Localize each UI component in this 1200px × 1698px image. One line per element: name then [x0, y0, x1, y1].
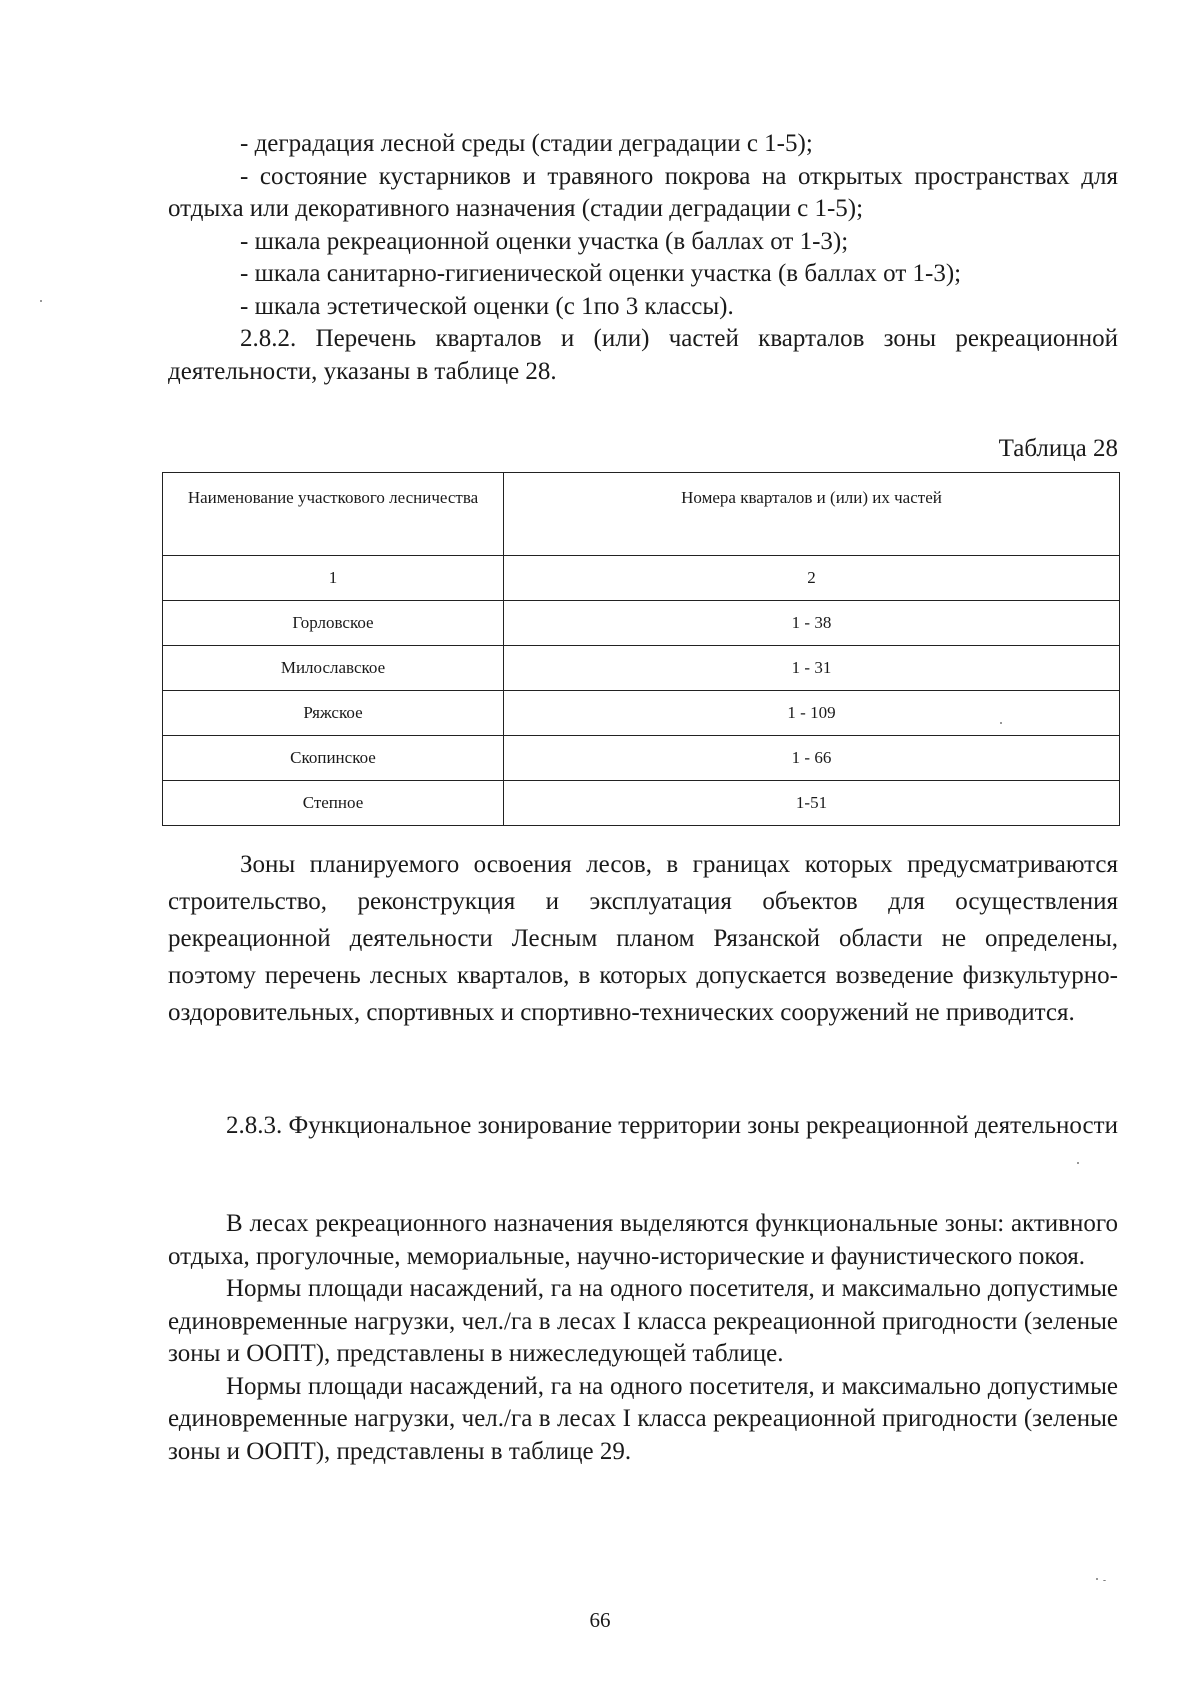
- paragraph-functional-zones: В лесах рекреационного назначения выделяются функциональные зоны: активного отдыха, прогулочные, мемориальные, научно-исторические и фаунистического покоя.: [168, 1210, 1118, 1270]
- header-forestry-name: Наименование участкового лесничества: [163, 473, 504, 556]
- list-item-recreational-scale: - шкала рекреационной оценки участка (в баллах от 1-3);: [240, 227, 849, 255]
- list-item-shrubs: - состояние кустарников и травяного покрова на открытых пространствах для отдыха или декоративного назначения (стадии деградации с 1-5);: [168, 162, 1118, 222]
- quarters-cell: 1-51: [504, 781, 1120, 826]
- table-28: [162, 472, 1120, 826]
- forestry-name-cell: Степное: [163, 781, 504, 826]
- table-row: [163, 646, 1120, 691]
- header-quarter-numbers: Номера кварталов и (или) их частей: [504, 473, 1120, 556]
- zones-text-block: [168, 846, 1118, 1031]
- quarters-cell: 1 - 109: [504, 691, 1120, 736]
- index-cell: 2: [504, 556, 1120, 601]
- page-number: 66: [589, 1608, 611, 1632]
- forestry-name-cell: Скопинское: [163, 736, 504, 781]
- paragraph-zones: Зоны планируемого освоения лесов, в границах которых предусматриваются строительство, реконструкция и эксплуатация объектов для осуществления рекреационной деятельности Лесным планом Рязанской области не определены, поэтому перечень лесных кварталов, в которых допускается возведение физкультурно-оздоровительных, спортивных и спортивно-технических сооружений не приводится.: [168, 851, 1118, 1026]
- top-text-block: [168, 128, 1118, 388]
- forestry-name-cell: Ряжское: [163, 691, 504, 736]
- table-row: [163, 601, 1120, 646]
- quarters-cell: 1 - 38: [504, 601, 1120, 646]
- scan-speck: [1000, 722, 1002, 724]
- forestry-name-cell: Милославское: [163, 646, 504, 691]
- table-caption: Таблица 28: [998, 435, 1118, 462]
- table-header-row: [163, 473, 1120, 556]
- table-row: [163, 736, 1120, 781]
- index-cell: 1: [163, 556, 504, 601]
- forestry-name-cell: Горловское: [163, 601, 504, 646]
- paragraph-2-8-2: 2.8.2. Перечень кварталов и (или) частей кварталов зоны рекреационной деятельности, указаны в таблице 28.: [168, 325, 1118, 385]
- quarters-cell: 1 - 66: [504, 736, 1120, 781]
- scan-speck: [40, 300, 42, 302]
- quarters-cell: 1 - 31: [504, 646, 1120, 691]
- scan-speck: [1096, 1578, 1098, 1580]
- list-item-sanitary-scale: - шкала санитарно-гигиенической оценки участка (в баллах от 1-3);: [240, 260, 962, 287]
- section-heading-2-8-3: 2.8.3. Функциональное зонирование территории зоны рекреационной деятельности: [226, 1112, 1118, 1139]
- list-item-degradation: - деградация лесной среды (стадии деградации с 1-5);: [240, 130, 813, 157]
- paragraph-norms-1: Нормы площади насаждений, га на одного посетителя, и максимально допустимые единовременные нагрузки, чел./га в лесах I класса рекреационной пригодности (зеленые зоны и ООПТ), представлены в нижеследующей таблице.: [168, 1275, 1118, 1367]
- table-row: [163, 781, 1120, 826]
- list-item-aesthetic-scale: - шкала эстетической оценки (с 1по 3 классы).: [240, 292, 734, 320]
- table-index-row: [163, 556, 1120, 601]
- scan-speck: [1103, 1580, 1106, 1581]
- paragraph-norms-2: Нормы площади насаждений, га на одного посетителя, и максимально допустимые единовременные нагрузки, чел./га в лесах I класса рекреационной пригодности (зеленые зоны и ООПТ), представлены в таблице 29.: [168, 1372, 1118, 1465]
- scan-speck: [1077, 1162, 1079, 1164]
- section-block: [168, 1110, 1118, 1143]
- table-row: [163, 691, 1120, 736]
- bottom-text-block: [168, 1208, 1118, 1468]
